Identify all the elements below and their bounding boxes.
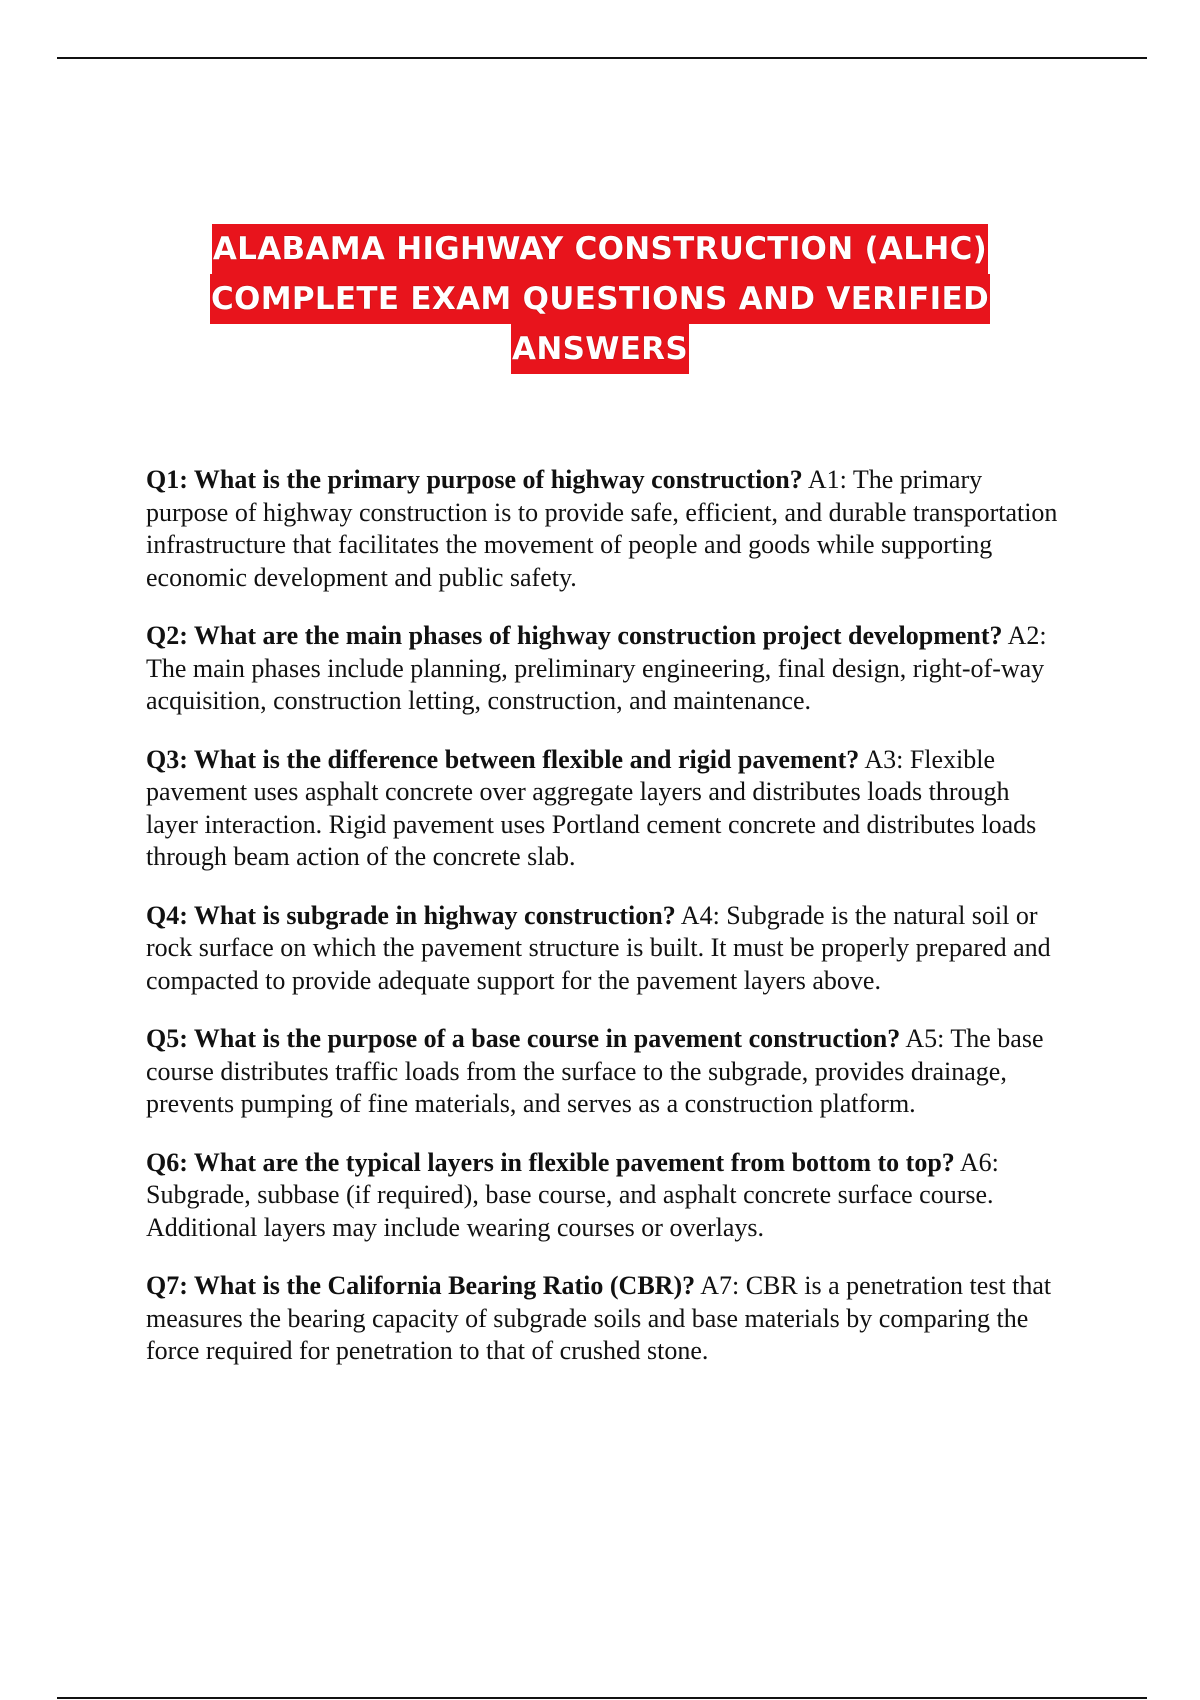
answer-text: A1: The primary purpose of highway construction is to provide safe, efficient, and durable transportation infrastructure that facilitates the movement of people and goods while supporting economic development and public safety. <box>146 465 1058 592</box>
answer-text: A5: The base course distributes traffic loads from the surface to the subgrade, provides drainage, prevents pumping of fine materials, and serves as a construction platform. <box>146 1024 1044 1118</box>
bottom-rule <box>57 1697 1147 1699</box>
question-text: Q5: What is the purpose of a base course in pavement construction? <box>146 1024 901 1053</box>
qa-item-7 <box>146 1270 1066 1368</box>
answer-text: A7: CBR is a penetration test that measures the bearing capacity of subgrade soils and base materials by comparing the force required for penetration to that of crushed stone. <box>146 1271 1052 1365</box>
question-text: Q7: What is the California Bearing Ratio (CBR)? <box>146 1271 696 1300</box>
answer-text: A3: Flexible pavement uses asphalt concrete over aggregate layers and distributes loads through layer interaction. Rigid pavement uses Portland cement concrete and distributes loads through beam action of the concrete slab. <box>146 744 1037 871</box>
answer-text: A6: Subgrade, subbase (if required), base course, and asphalt concrete surface course. Additional layers may include wearing courses or overlays. <box>146 1147 999 1242</box>
answer-text: A4: Subgrade is the natural soil or rock surface on which the pavement structure is built. It must be properly prepared and compacted to provide adequate support for the pavement layers above. <box>146 900 1051 995</box>
qa-item-1 <box>146 464 1066 594</box>
title-line-2: COMPLETE EXAM QUESTIONS AND VERIFIED <box>210 274 990 324</box>
question-text: Q3: What is the difference between flexible and rigid pavement? <box>146 744 860 774</box>
top-rule <box>57 57 1147 59</box>
qa-item-3 <box>146 744 1066 874</box>
qa-item-4 <box>146 900 1066 998</box>
question-text: Q4: What is subgrade in highway construction? <box>146 900 676 930</box>
question-text: Q2: What are the main phases of highway construction project development? <box>146 621 1003 650</box>
question-text: Q6: What are the typical layers in flexible pavement from bottom to top? <box>146 1147 955 1177</box>
qa-item-5 <box>146 1023 1066 1121</box>
qa-list <box>146 464 1066 1394</box>
title-line-3: ANSWERS <box>511 324 689 374</box>
title-line-1: ALABAMA HIGHWAY CONSTRUCTION (ALHC) <box>212 224 988 274</box>
qa-item-2 <box>146 620 1066 718</box>
question-text: Q1: What is the primary purpose of highway construction? <box>146 465 803 494</box>
document-title <box>0 224 1200 374</box>
qa-item-6 <box>146 1147 1066 1245</box>
answer-text: A2: The main phases include planning, preliminary engineering, final design, right-of-way acquisition, construction letting, construction, and maintenance. <box>146 621 1047 715</box>
